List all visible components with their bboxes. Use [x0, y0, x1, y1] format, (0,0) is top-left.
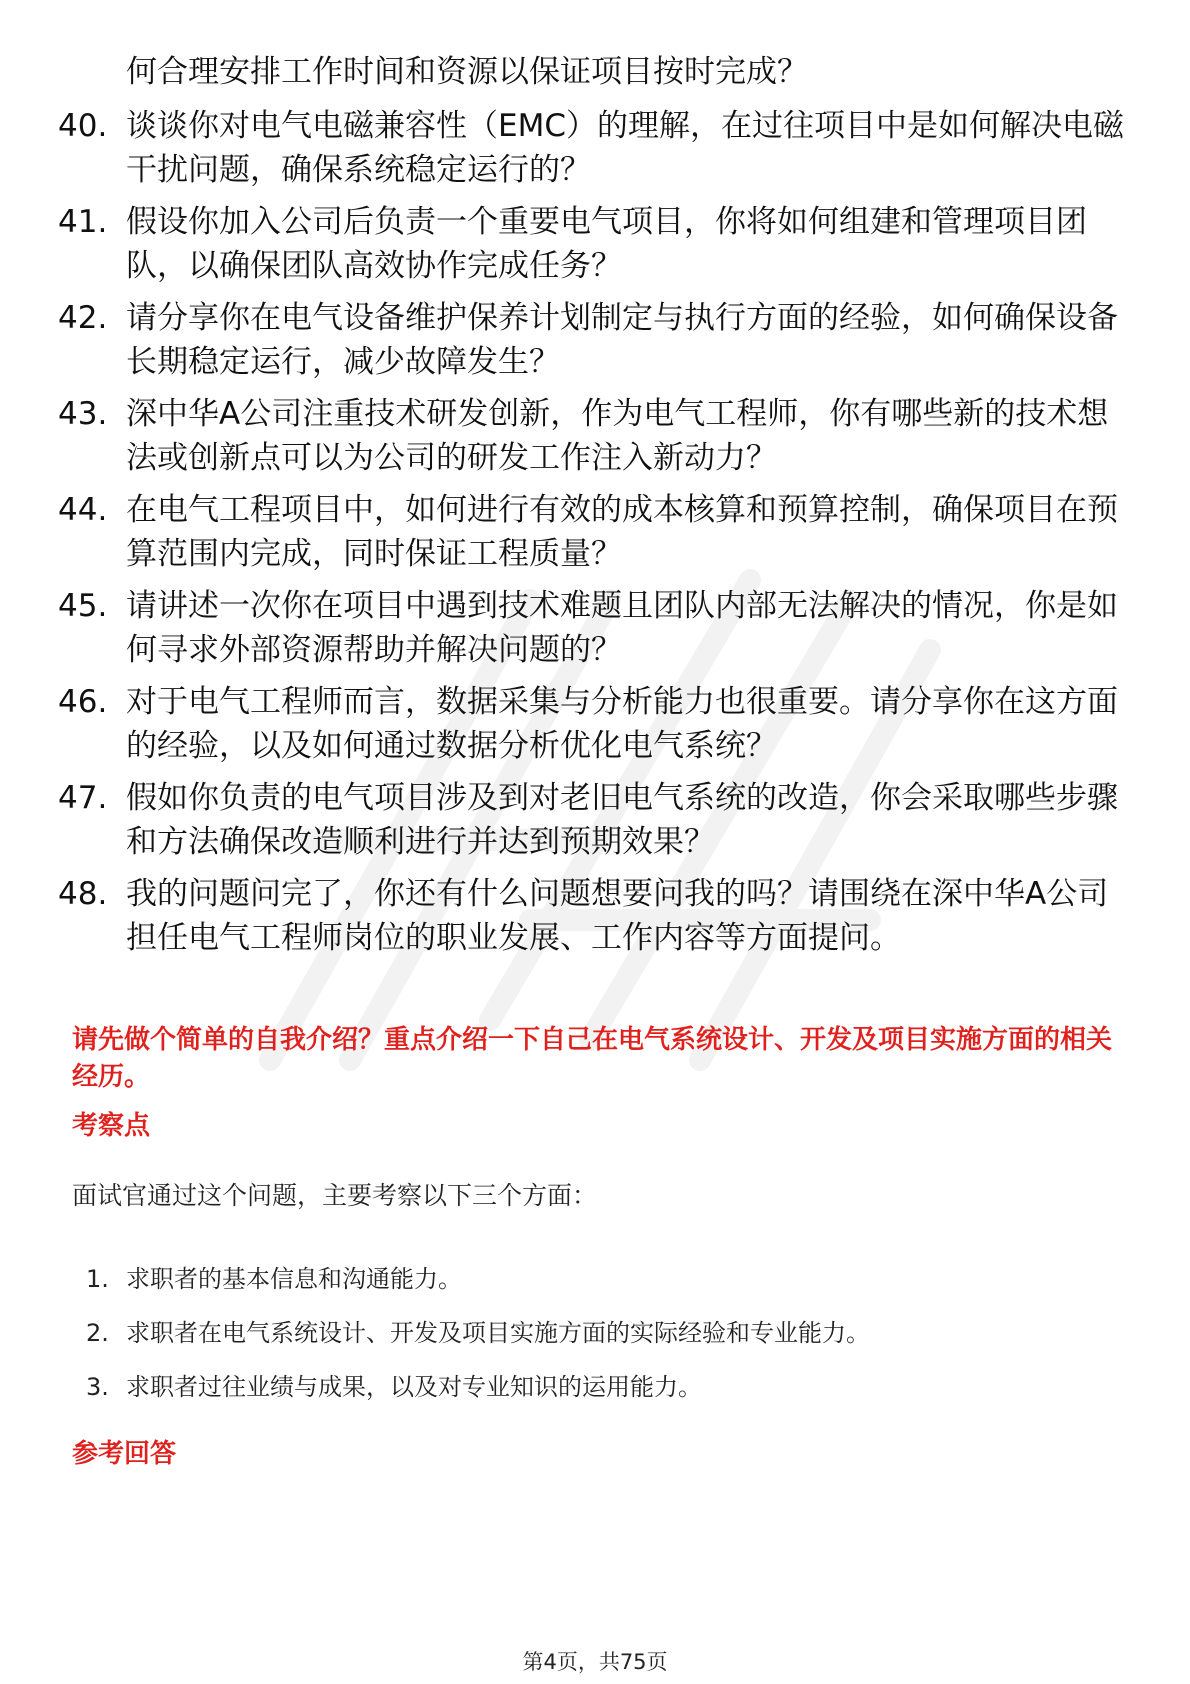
point-text: 求职者在电气系统设计、开发及项目实施方面的实际经验和专业能力。 [126, 1319, 870, 1347]
highlight-question: 请先做个简单的自我介绍？重点介绍一下自己在电气系统设计、开发及项目实施方面的相关经历。 [72, 1025, 1113, 1092]
question-text: 请分享你在电气设备维护保养计划制定与执行方面的经验，如何确保设备长期稳定运行，减少故障发生？ [126, 300, 1118, 380]
page-footer: 第4页，共75页 [522, 1650, 668, 1674]
question-text: 对于电气工程师而言，数据采集与分析能力也很重要。请分享你在这方面的经验，以及如何通过数据分析优化电气系统？ [126, 684, 1118, 764]
question-text: 我的问题问完了，你还有什么问题想要问我的吗？请围绕在深中华A公司担任电气工程师岗位的职业发展、工作内容等方面提问。 [126, 876, 1109, 956]
question-number: 48. [58, 876, 108, 912]
question-number: 40. [58, 108, 108, 144]
point-number: 3. [86, 1373, 109, 1401]
question-number: 41. [58, 204, 108, 240]
question-number: 46. [58, 684, 108, 720]
question-text: 深中华A公司注重技术研发创新，作为电气工程师，你有哪些新的技术想法或创新点可以为公司的研发工作注入新动力？ [126, 396, 1109, 476]
point-number: 1. [86, 1265, 109, 1293]
point-text: 求职者的基本信息和沟通能力。 [126, 1265, 462, 1293]
question-39-continuation: 何合理安排工作时间和资源以保证项目按时完成？ [126, 54, 808, 90]
question-number: 42. [58, 300, 108, 336]
question-text: 在电气工程项目中，如何进行有效的成本核算和预算控制，确保项目在预算范围内完成，同时保证工程质量？ [126, 492, 1118, 572]
question-number: 43. [58, 396, 108, 432]
question-text: 假设你加入公司后负责一个重要电气项目，你将如何组建和管理项目团队，以确保团队高效协作完成任务？ [126, 204, 1087, 284]
point-text: 求职者过往业绩与成果，以及对专业知识的运用能力。 [126, 1373, 702, 1401]
question-text: 谈谈你对电气电磁兼容性（EMC）的理解，在过往项目中是如何解决电磁干扰问题，确保系统稳定运行的？ [126, 108, 1124, 188]
question-number: 44. [58, 492, 108, 528]
section-heading-assess: 考察点 [72, 1111, 151, 1141]
section-heading-answer: 参考回答 [72, 1439, 177, 1469]
intro-text: 面试官通过这个问题，主要考察以下三个方面： [72, 1181, 598, 1210]
point-number: 2. [86, 1319, 109, 1347]
question-number: 45. [58, 588, 108, 624]
question-text: 请讲述一次你在项目中遇到技术难题且团队内部无法解决的情况，你是如何寻求外部资源帮助并解决问题的？ [126, 588, 1118, 668]
question-number: 47. [58, 780, 108, 816]
question-text: 假如你负责的电气项目涉及到对老旧电气系统的改造，你会采取哪些步骤和方法确保改造顺利进行并达到预期效果？ [126, 780, 1118, 860]
